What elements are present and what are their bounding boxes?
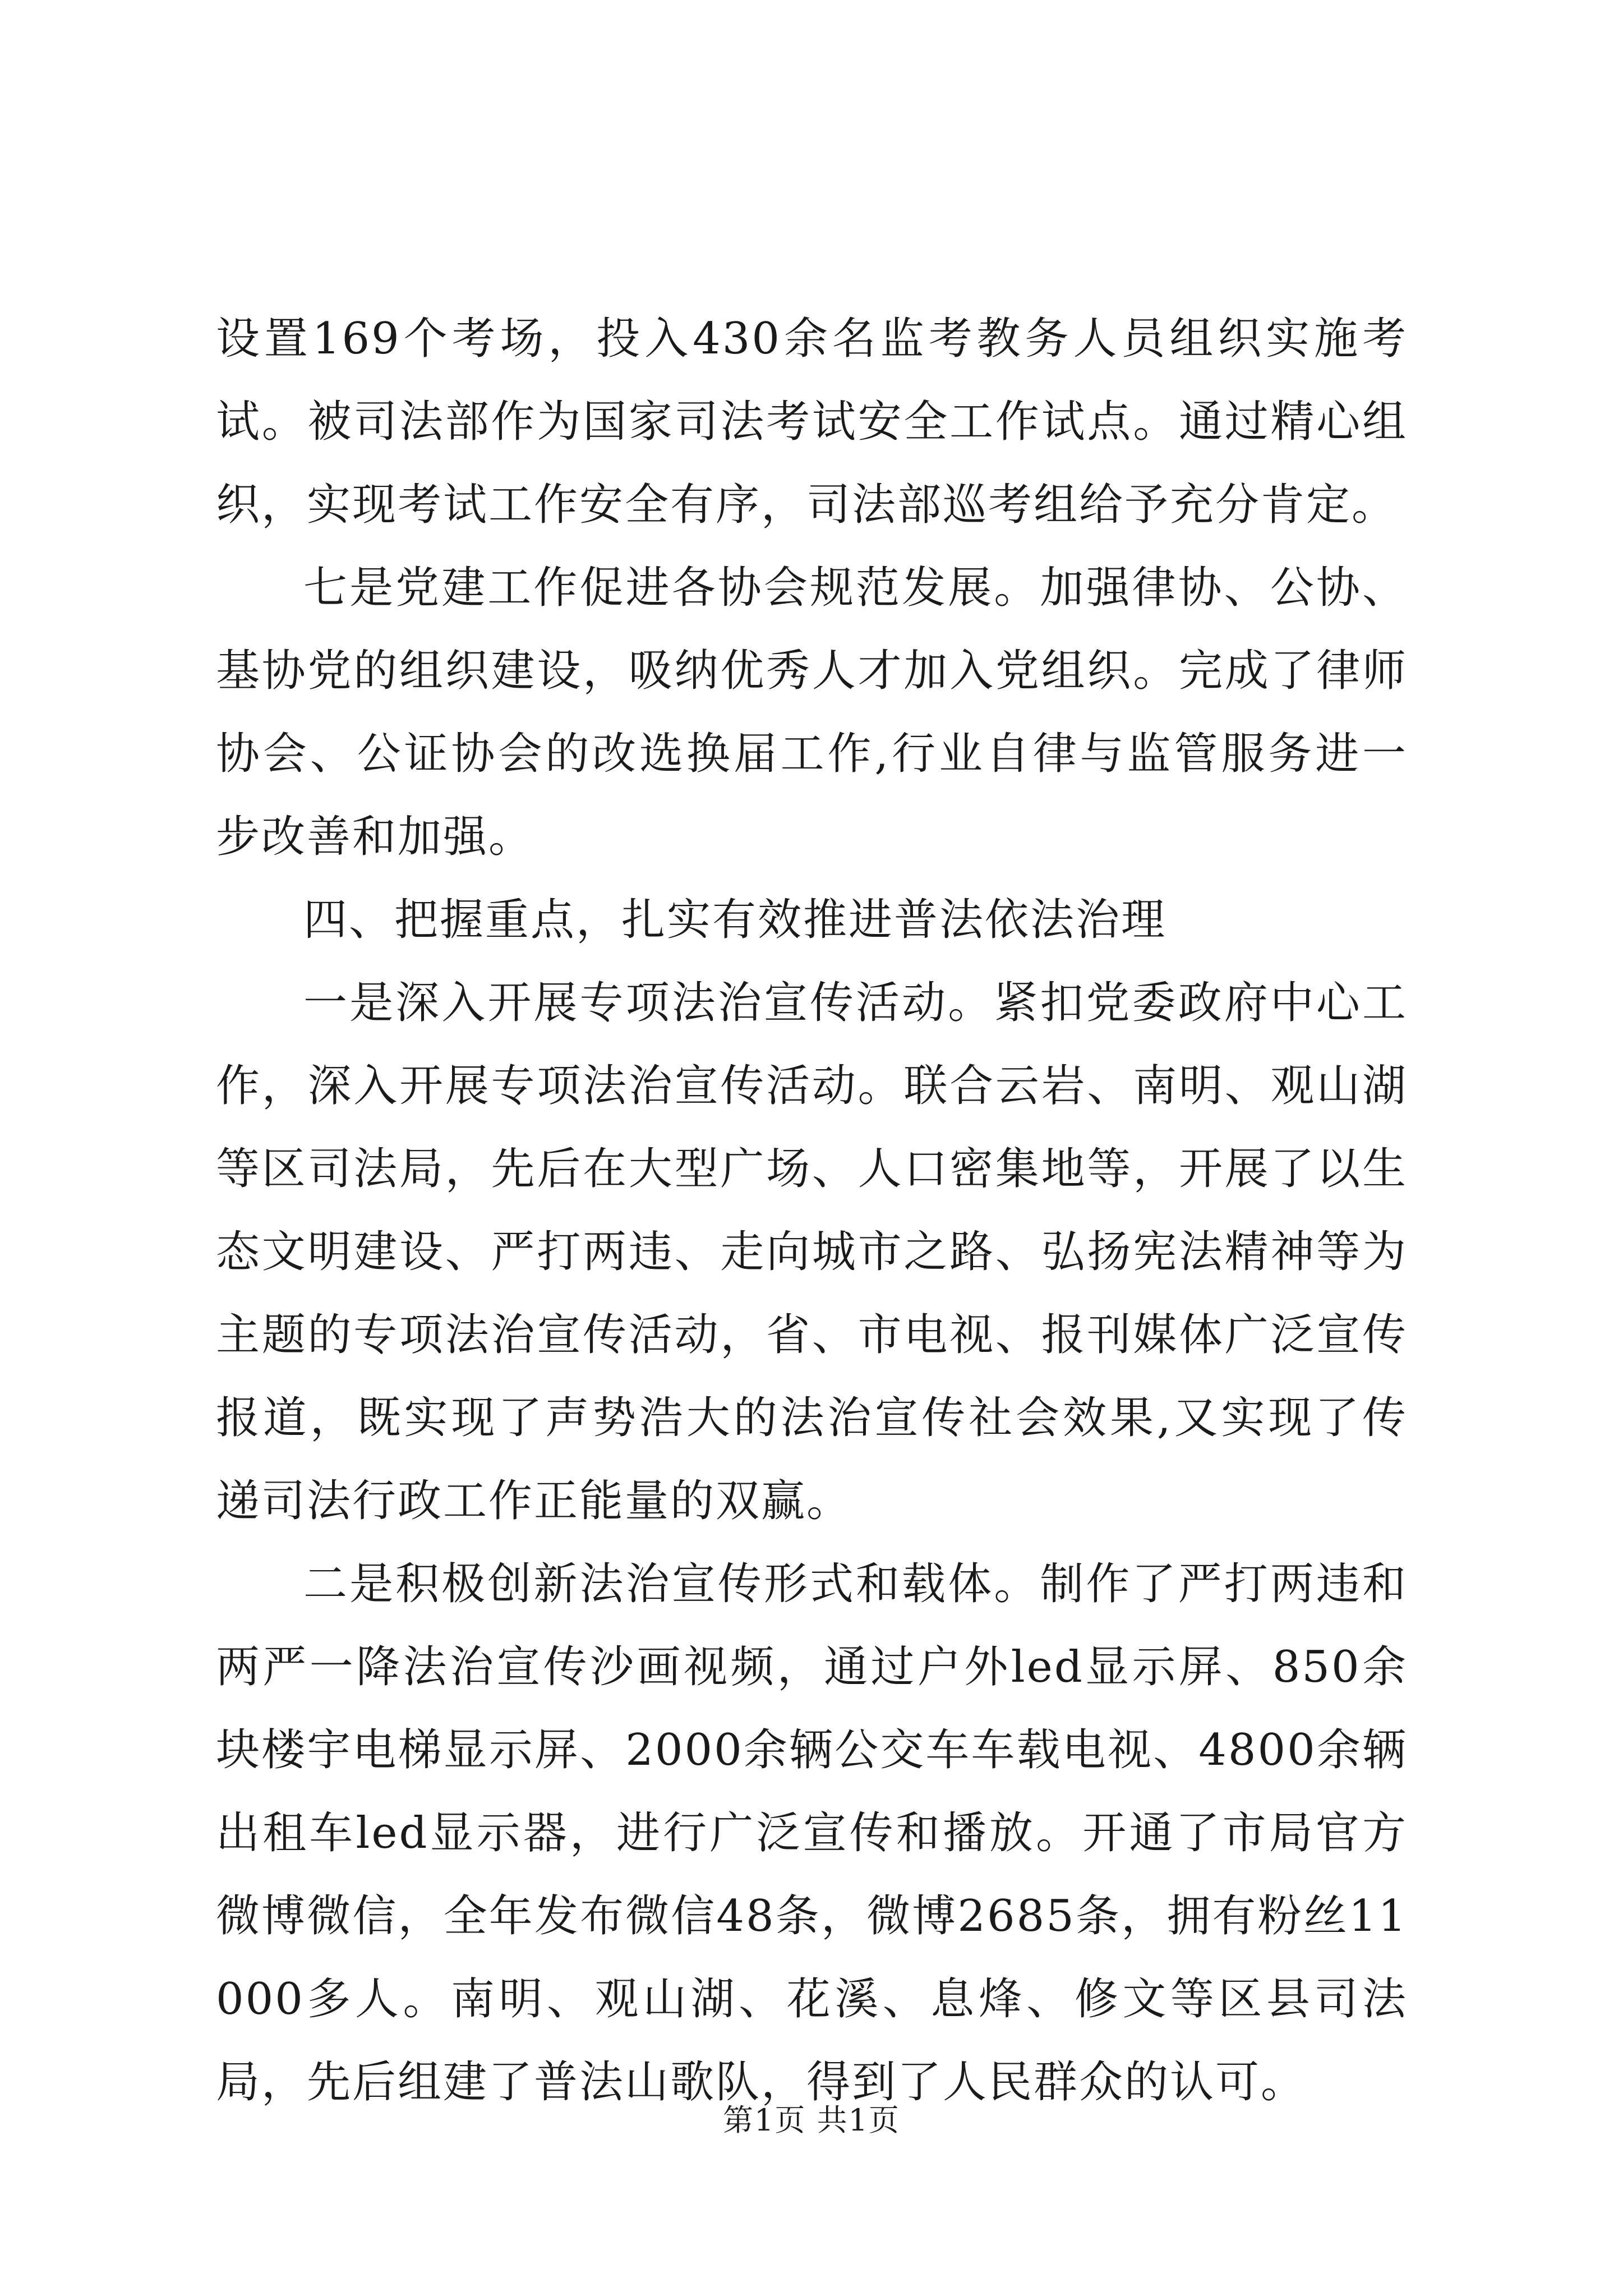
paragraph-party-building: 七是党建工作促进各协会规范发展。加强律协、公协、基协党的组织建设，吸纳优秀人才加入党组织。完成了律师协会、公证协会的改选换届工作,行业自律与监管服务进一步改善和加强。 [216,563,1408,862]
paragraph-special-campaigns: 一是深入开展专项法治宣传活动。紧扣党委政府中心工作，深入开展专项法治宣传活动。联合云岩、南明、观山湖等区司法局，先后在大型广场、人口密集地等，开展了以生态文明建设、严打两违、走向城市之路、弘扬宪法精神等为主题的专项法治宣传活动，省、市电视、报刊媒体广泛宣传报道，既实现了声势浩大的法治宣传社会效果,又实现了传递司法行政工作正能量的双赢。 [216,978,1408,1526]
paragraph-media-innovation: 二是积极创新法治宣传形式和载体。制作了严打两违和两严一降法治宣传沙画视频，通过户外led显示屏、850余块楼宇电梯显示屏、2000余辆公交车车载电视、4800余辆出租车led显示器，进行广泛宣传和播放。开通了市局官方微博微信，全年发布微信48条，微博2685条，拥有粉丝11000多人。南明、观山湖、花溪、息烽、修文等区县司法局，先后组建了普法山歌队，得到了人民群众的认可。 [216,1559,1408,2108]
page-footer: 第1页 共1页 [723,2102,900,2138]
document-body [216,297,1408,2124]
section-heading-legal-education: 四、把握重点，扎实有效推进普法依法治理 [303,895,1167,945]
paragraph-exam-arrangement: 设置169个考场，投入430余名监考教务人员组织实施考试。被司法部作为国家司法考试安全工作试点。通过精心组织，实现考试工作安全有序，司法部巡考组给予充分肯定。 [216,314,1408,530]
